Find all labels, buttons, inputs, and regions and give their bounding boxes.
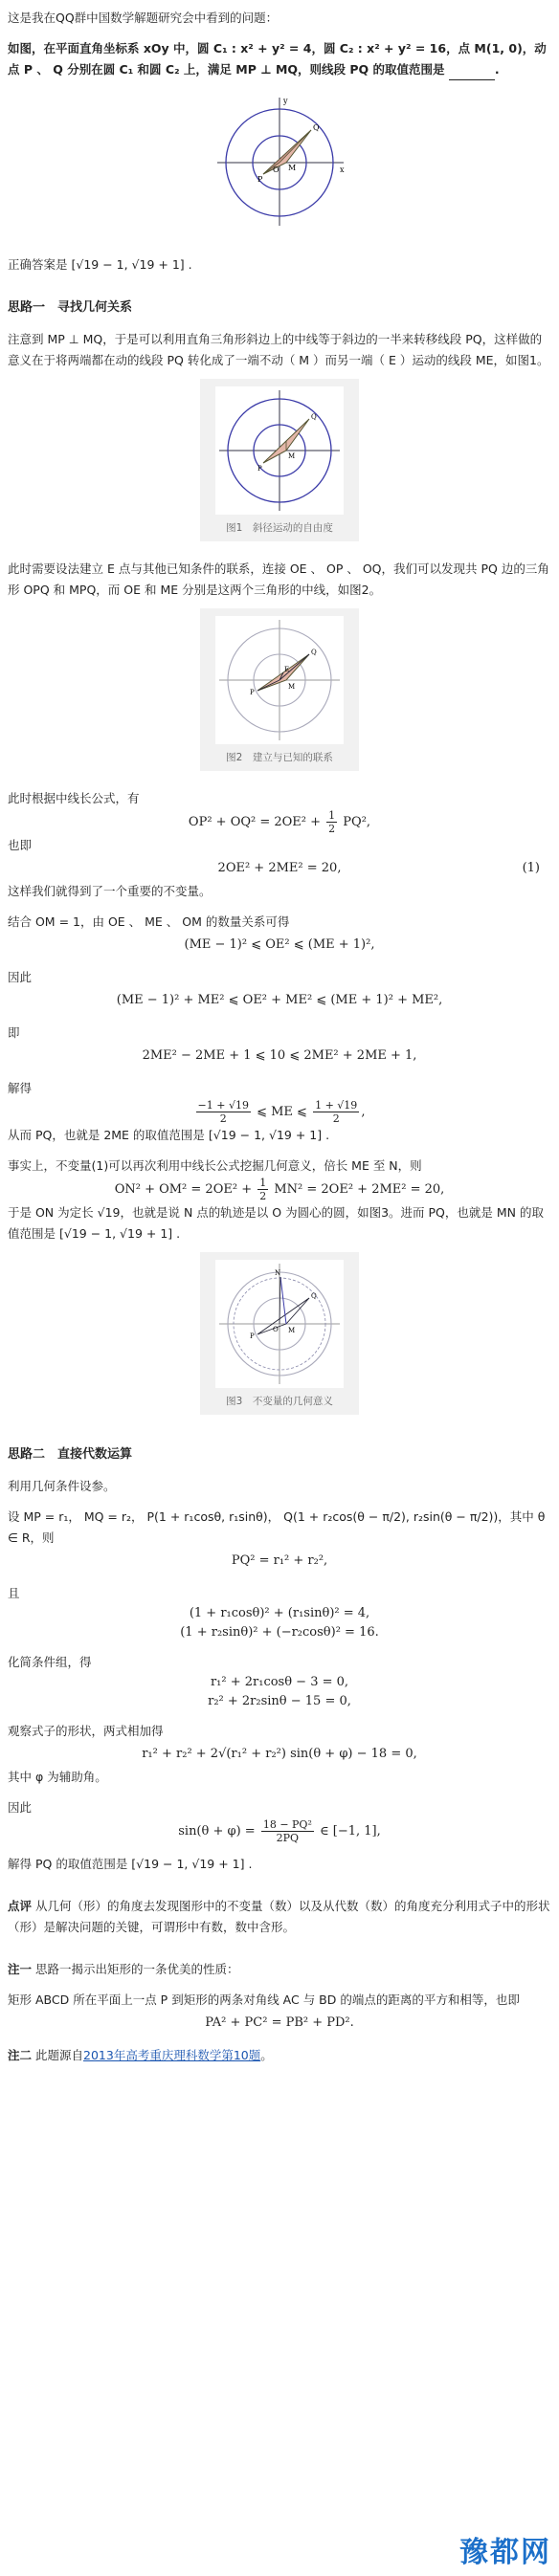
eq1-frac-top: 1 [328, 809, 336, 822]
system-2-line-b: r₂² + 2r₂sinθ − 15 = 0, [208, 1694, 351, 1708]
figure-3-caption: 图3 不变量的几何意义 [226, 1396, 333, 1407]
comment [8, 1896, 551, 1938]
source-link[interactable]: 2013年高考重庆理科数学第10题 [83, 2048, 261, 2062]
sec1-title: 思路一 寻找几何关系 [8, 300, 133, 315]
sec1-p1: 注意到 MP ⊥ MQ，于是可以利用直角三角形斜边上的中线等于斜边的一半来转移线段 PQ，这样做的意义在于将两端都在动的线段 PQ 转化成了一端不动（ M ）而另一端（ E ）运动的线段 ME，如图1。 [8, 332, 549, 367]
eq1-pre: OP² + OQ² = 2OE² + [188, 815, 325, 829]
eq6-right-bot: 2 [332, 1112, 340, 1125]
svg-text:E: E [284, 666, 290, 673]
intro-text: 这是我在QQ群中国数学解题研究会中看到的问题： [8, 11, 279, 25]
note-1-equation: PA² + PC² = PB² + PD². [205, 2015, 354, 2030]
svg-text:M: M [288, 1327, 296, 1334]
problem-figure [199, 88, 360, 237]
svg-text:Q: Q [311, 649, 317, 656]
sec2-p5: 观察式子的形状，两式相加得 [8, 1724, 164, 1738]
figure-2-caption: 图2 建立与已知的联系 [226, 752, 333, 763]
eq7-frac [257, 1177, 268, 1202]
svg-text:M: M [288, 452, 296, 460]
eq7-frac-bot: 2 [259, 1190, 267, 1202]
svg-text:P: P [257, 465, 262, 473]
svg-text:Q: Q [311, 413, 317, 421]
sec1-p2: 此时需要设法建立 E 点与其他已知条件的联系，连接 OE 、 OP 、 OQ，我们可以发现共 PQ 边的三角形 OPQ 和 MPQ，而 OE 和 ME 分别是这两个三角形的中线，如图2。 [8, 561, 549, 597]
equation-invariant [8, 856, 551, 881]
problem-statement [8, 38, 551, 80]
eq2-number: (1) [522, 861, 540, 875]
svg-text:Q: Q [311, 1292, 317, 1300]
sec1-p11: 事实上，不变量(1)可以再次利用中线长公式挖掘几何意义，倍长 ME 至 N，则 [8, 1158, 422, 1173]
comment-text: 从几何（形）的角度去发现图形中的不变量（数）以及从代数（数）的角度充分利用式子中的形状（形）是解决问题的关键，可谓形中有数，数中含形。 [8, 1899, 550, 1934]
eq2-text: 2OE² + 2ME² = 20, [217, 861, 342, 875]
note-2-label: 注二 [8, 2048, 33, 2062]
note-2-post: 。 [260, 2048, 273, 2062]
svg-text:y: y [283, 97, 288, 105]
eq7-frac-top: 1 [259, 1177, 267, 1189]
sec2-p6: 其中 φ 为辅助角。 [8, 1770, 107, 1784]
figure-3 [200, 1252, 359, 1415]
equation-7 [8, 1177, 551, 1202]
sec2-p4: 化简条件组，得 [8, 1655, 92, 1669]
svg-text:N: N [275, 1269, 281, 1277]
sec2-eq3-top: 18 − PQ² [262, 1818, 312, 1831]
figure-1 [200, 379, 359, 541]
eq6-right-top: 1 + √19 [315, 1099, 358, 1112]
equation-5: 2ME² − 2ME + 1 ⩽ 10 ⩽ 2ME² + 2ME + 1, [142, 1048, 417, 1063]
sec1-p8: 即 [8, 1025, 20, 1040]
comment-label: 点评 [8, 1899, 33, 1913]
answer-blank [449, 66, 495, 80]
equation-6 [8, 1099, 551, 1125]
problem-end: . [494, 62, 500, 77]
sec1-p9: 解得 [8, 1081, 33, 1095]
note-1-heading [8, 1959, 551, 1980]
system-1 [8, 1604, 551, 1642]
figure-1-diagram [215, 386, 344, 515]
site-watermark: 豫都网 [459, 2536, 551, 2569]
eq6-mid: ⩽ ME ⩽ [252, 1105, 312, 1119]
sec2-title: 思路二 直接代数运算 [8, 1447, 133, 1462]
figure-3-diagram [215, 1260, 344, 1388]
sec1-p4: 也即 [8, 838, 33, 852]
eq6-end: , [361, 1105, 366, 1119]
eq1-post: PQ², [339, 815, 371, 829]
article [8, 8, 551, 2066]
figure-2 [200, 608, 359, 771]
sec1-p5: 这样我们就得到了一个重要的不变量。 [8, 884, 212, 898]
sec2-p8: 解得 PQ 的取值范围是 [√19 − 1, √19 + 1] . [8, 1857, 253, 1871]
note-2-pre: 此题源自 [35, 2048, 84, 2062]
sec2-equation-1: PQ² = r₁² + r₂², [231, 1553, 328, 1568]
sec2-p3: 且 [8, 1586, 20, 1600]
system-1-line-a: (1 + r₁cosθ)² + (r₁sinθ)² = 4, [189, 1606, 370, 1620]
figure-1-caption: 图1 斜径运动的自由度 [226, 522, 333, 534]
svg-text:P: P [250, 689, 255, 696]
sec1-p10: 从而 PQ，也就是 2ME 的取值范围是 [√19 − 1, √19 + 1] . [8, 1128, 330, 1142]
sec2-eq3-pre: sin(θ + φ) = [178, 1824, 259, 1838]
svg-text:O: O [273, 1326, 279, 1333]
note-2 [8, 2045, 551, 2066]
svg-text:M: M [288, 164, 297, 172]
equation-median-1 [8, 809, 551, 835]
eq1-frac [326, 809, 337, 835]
sec2-eq3-bot: 2PQ [276, 1832, 300, 1844]
sec2-eq3-frac [261, 1818, 314, 1844]
eq7-post: MN² = 2OE² + 2ME² = 20, [270, 1182, 445, 1197]
note-1-title: 思路一揭示出矩形的一条优美的性质： [35, 1962, 239, 1976]
figure-2-diagram [215, 616, 344, 744]
sec2-p7: 因此 [8, 1800, 33, 1815]
sec2-equation-2: r₁² + r₂² + 2√(r₁² + r₂²) sin(θ + φ) − 18 = 0, [142, 1747, 417, 1761]
eq6-left-frac [196, 1099, 251, 1125]
system-2 [8, 1673, 551, 1711]
eq1-frac-bot: 2 [328, 823, 336, 835]
system-2-line-a: r₁² + 2r₁cosθ − 3 = 0, [210, 1675, 349, 1689]
sec1-p6: 结合 OM = 1，由 OE 、 ME 、 OM 的数量关系可得 [8, 914, 290, 929]
sec2-eq3-post: ∈ [−1, 1], [315, 1824, 381, 1838]
sec2-equation-3 [8, 1818, 551, 1844]
note-1-label: 注一 [8, 1962, 33, 1976]
sec2-p2: 设 MP = r₁， MQ = r₂， P(1 + r₁cosθ, r₁sinθ)， Q(1 + r₂cos(θ − π/2), r₂sin(θ − π/2))，其中 θ ∈ R，则 [8, 1509, 546, 1545]
svg-text:P: P [250, 1332, 255, 1340]
svg-text:Q: Q [313, 123, 320, 132]
sec1-p7: 因此 [8, 970, 33, 984]
eq6-right-frac [313, 1099, 359, 1125]
problem-text: 如图，在平面直角坐标系 xOy 中，圆 C₁ : x² + y² = 4，圆 C₂ : x² + y² = 16，点 M(1, 0)，动点 P 、 Q 分别在圆 C₁ 和圆 C₂ 上，满足 MP ⊥ MQ，则线段 PQ 的取值范围是 [8, 41, 547, 77]
eq7-pre: ON² + OM² = 2OE² + [114, 1182, 257, 1197]
svg-text:O: O [273, 165, 280, 174]
eq6-left-bot: 2 [219, 1112, 227, 1125]
sec2-p1: 利用几何条件设参。 [8, 1479, 116, 1493]
eq6-left-top: −1 + √19 [197, 1099, 249, 1112]
equation-4: (ME − 1)² + ME² ⩽ OE² + ME² ⩽ (ME + 1)² + ME², [116, 993, 443, 1007]
system-1-line-b: (1 + r₂sinθ)² + (−r₂cosθ)² = 16. [180, 1625, 379, 1640]
svg-text:x: x [340, 165, 345, 174]
svg-text:P: P [257, 175, 263, 184]
svg-text:M: M [288, 683, 296, 691]
sec1-p12: 于是 ON 为定长 √19，也就是说 N 点的轨迹是以 O 为圆心的圆，如图3。进而 PQ，也就是 MN 的取值范围是 [√19 − 1, √19 + 1] . [8, 1205, 544, 1241]
sec1-p3: 此时根据中线长公式，有 [8, 791, 140, 805]
note-1-text: 矩形 ABCD 所在平面上一点 P 到矩形的两条对角线 AC 与 BD 的端点的距离的平方和相等，也即 [8, 1993, 520, 2007]
answer-text: 正确答案是 [√19 − 1, √19 + 1] . [8, 257, 192, 272]
problem-diagram [208, 92, 351, 233]
equation-3: (ME − 1)² ⩽ OE² ⩽ (ME + 1)², [184, 937, 375, 952]
